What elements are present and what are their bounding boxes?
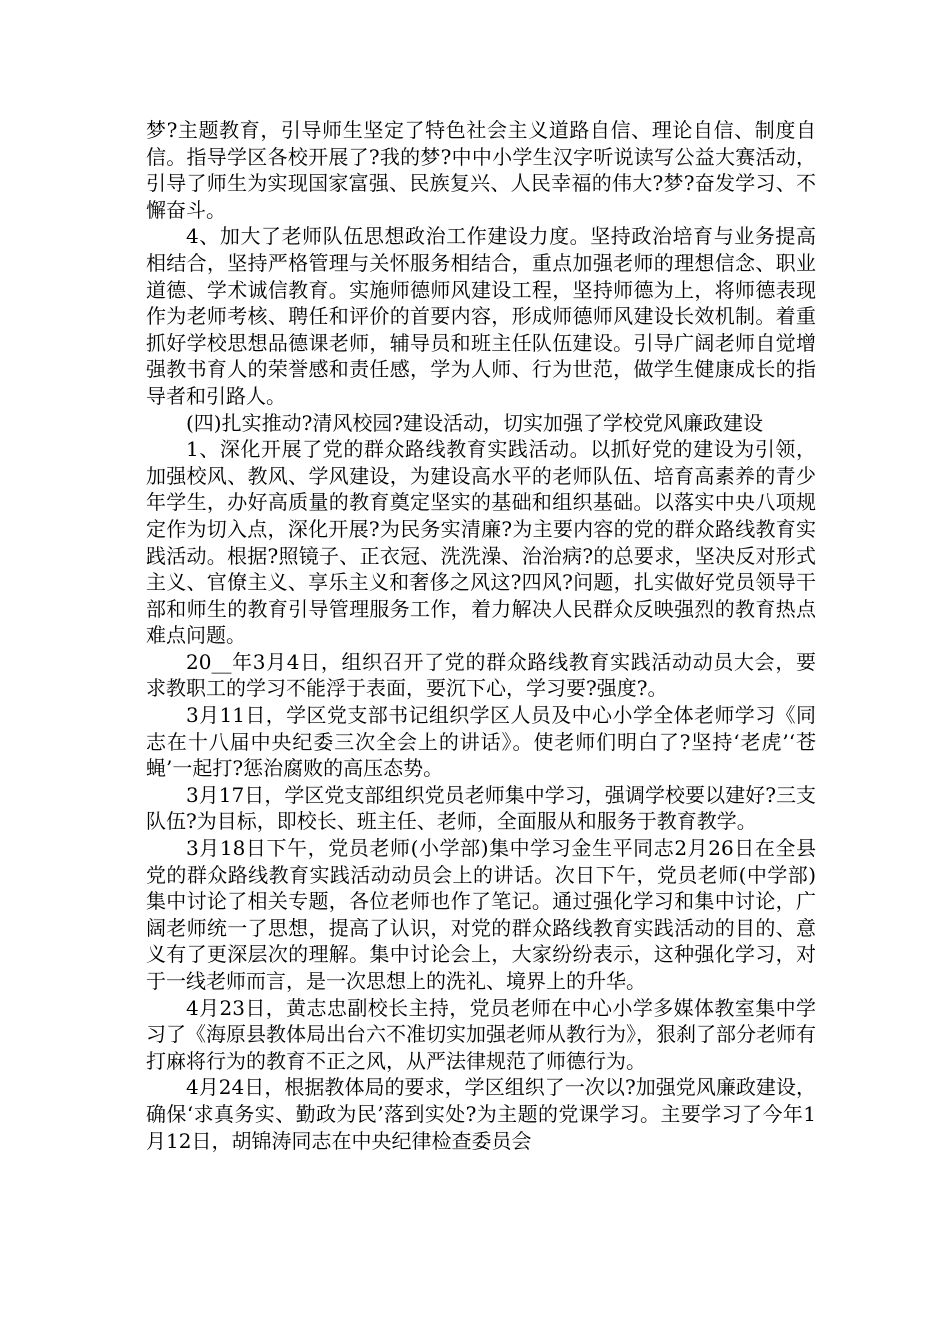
paragraph-mass-line-education: 1、深化开展了党的群众路线教育实践活动。以抓好党的建设为引领，加强校风、教风、学风建设，为建设高水平的老师队伍、培育高素养的青少年学生，办好高质量的教育奠定坚实的基础和组织基础。以落实中央八项规定作为切入点，深化开展?为民务实清廉?为主要内容的党的群众路线教育实践活动。根据?照镜子、正衣冠、洗洗澡、治治病?的总要求，坚决反对形式主义、官僚主义、享乐主义和奢侈之风这?四风?问题，扎实做好党员领导干部和师生的教育引导管理服务工作，着力解决人民群众反映强烈的教育热点难点问题。	[146, 437, 816, 648]
document-page	[146, 117, 816, 1154]
paragraph-march-18: 3月18日下午，党员老师(小学部)集中学习金生平同志2月26日在全县党的群众路线教育实践活动动员会上的讲话。次日下午，党员老师(中学部)集中讨论了相关专题，各位老师也作了笔记。通过强化学习和集中讨论，广阔老师统一了思想，提高了认识，对党的群众路线教育实践活动的目的、意义有了更深层次的理解。集中讨论会上，大家纷纷表示，这种强化学习，对于一线老师而言，是一次思想上的洗礼、境界上的升华。	[146, 836, 816, 993]
section-heading-clean-campus: (四)扎实推动?清风校园?建设活动，切实加强了学校党风廉政建设	[186, 410, 764, 435]
paragraph-april-23: 4月23日，黄志忠副校长主持，党员老师在中心小学多媒体教室集中学习了《海原县教体局出台六不准切实加强老师从教行为》，狠刹了部分老师有打麻将行为的教育不正之风，从严法律规范了师德行为。	[146, 995, 816, 1073]
paragraph-march-11: 3月11日，学区党支部书记组织学区人员及中心小学全体老师学习《同志在十八届中央纪委三次全会上的讲话》。使老师们明白了?坚持‘老虎’‘苍蝇’一起打?惩治腐败的高压态势。	[146, 703, 816, 781]
paragraph-april-24: 4月24日，根据教体局的要求，学区组织了一次以?加强党风廉政建设，确保‘求真务实、勤政为民’落到实处?为主题的党课学习。主要学习了今年1月12日，胡锦涛同志在中央纪律检查委员会	[146, 1075, 816, 1153]
paragraph-march-4: 20__年3月4日，组织召开了党的群众路线教育实践活动动员大会，要求教职工的学习不能浮于表面，要沉下心，学习要?强度?。	[146, 649, 816, 701]
paragraph-march-17: 3月17日，学区党支部组织党员老师集中学习，强调学校要以建好?三支队伍?为目标，即校长、班主任、老师，全面服从和服务于教育教学。	[146, 782, 816, 834]
paragraph-teacher-political-work: 4、加大了老师队伍思想政治工作建设力度。坚持政治培育与业务提高相结合，坚持严格管理与关怀服务相结合，重点加强老师的理想信念、职业道德、学术诚信教育。实施师德师风建设工程，坚持师德为上，将师德表现作为老师考核、聘任和评价的首要内容，形成师德师风建设长效机制。着重抓好学校思想品德课老师，辅导员和班主任队伍建设。引导广阔老师自觉增强教书育人的荣誉感和责任感，学为人师、行为世范，做学生健康成长的指导者和引路人。	[146, 224, 816, 408]
paragraph-dream-education: 梦?主题教育，引导师生坚定了特色社会主义道路自信、理论自信、制度自信。指导学区各校开展了?我的梦?中中小学生汉字听说读写公益大赛活动，引导了师生为实现国家富强、民族复兴、人民幸福的伟大?梦?奋发学习、不懈奋斗。	[146, 118, 816, 222]
